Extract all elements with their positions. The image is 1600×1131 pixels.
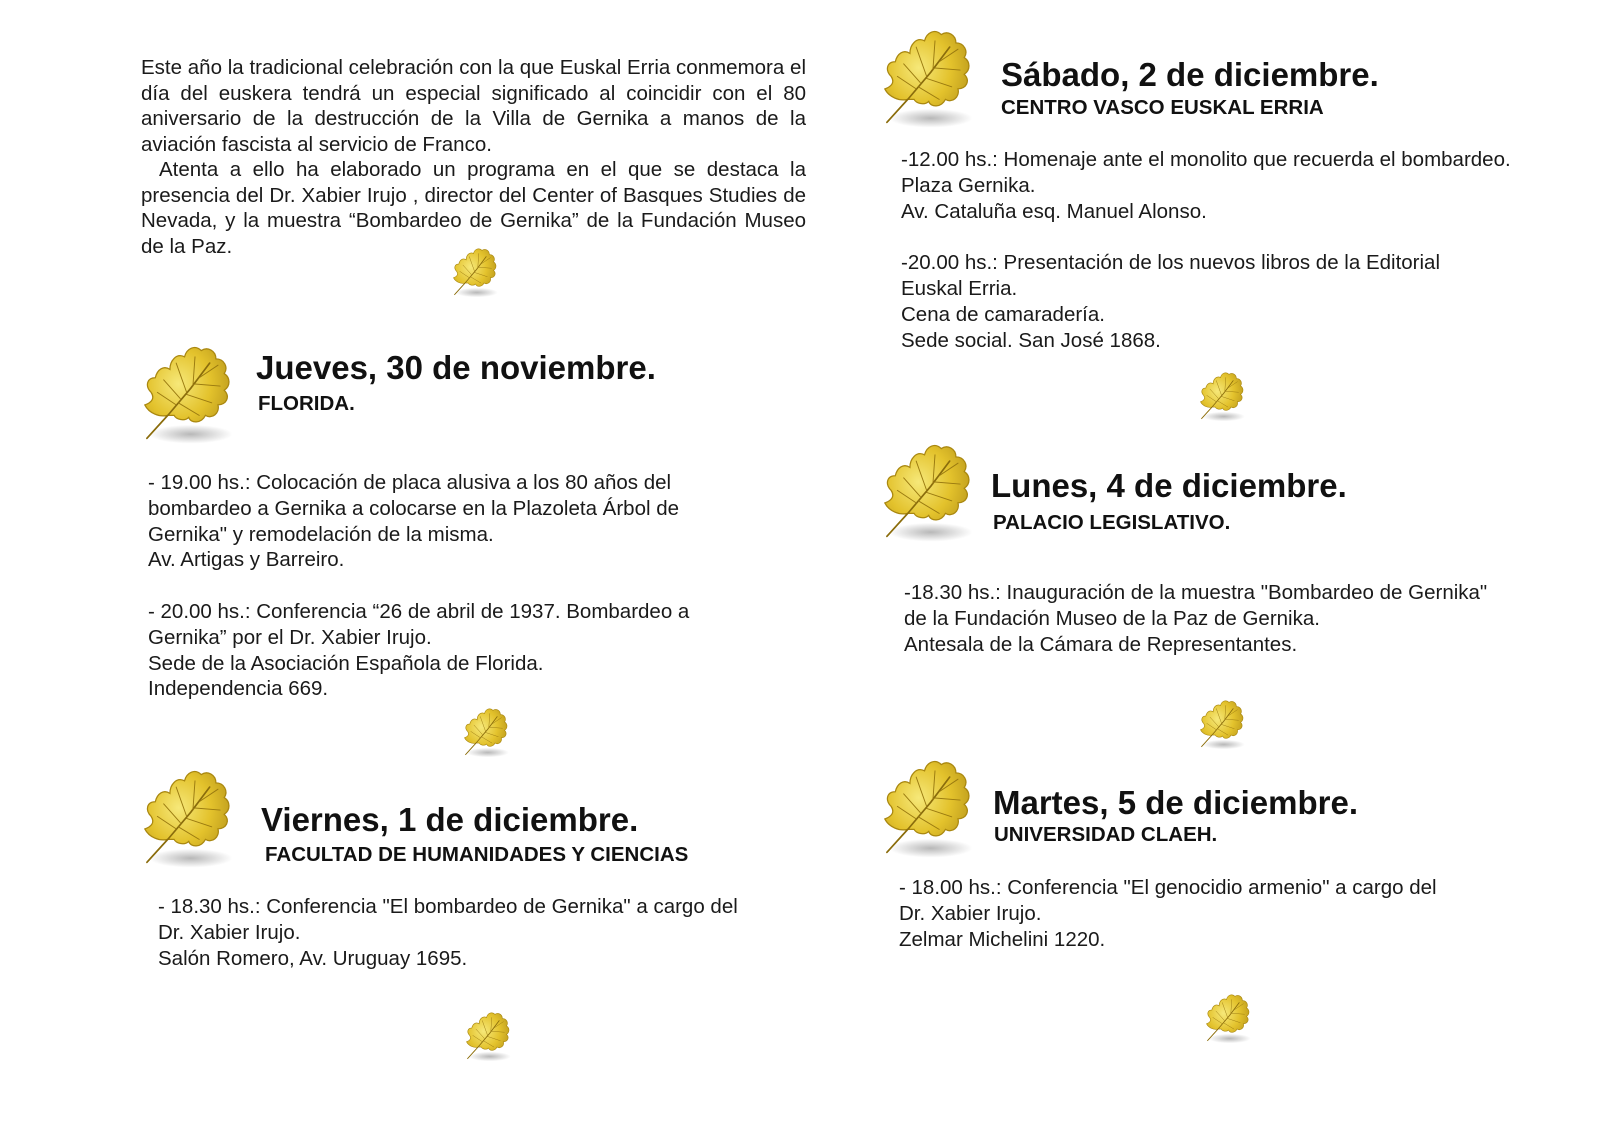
detail-line — [148, 573, 689, 599]
detail-line: Zelmar Michelini 1220. — [899, 927, 1106, 951]
oak-leaf-icon — [866, 22, 981, 137]
detail-line: Antesala de la Cámara de Representantes. — [904, 632, 1298, 656]
oak-leaf-icon — [1191, 368, 1249, 426]
day-title-sabado: Sábado, 2 de diciembre. — [1001, 56, 1379, 93]
detail-line: Dr. Xabier Irujo. — [899, 901, 1042, 925]
detail-line: Euskal Erria. — [901, 276, 1018, 300]
detail-line: Dr. Xabier Irujo. — [158, 920, 301, 944]
detail-line: Independencia 669. — [148, 677, 329, 701]
detail-line: Gernika" y remodelación de la misma. — [148, 522, 494, 546]
detail-line: bombardeo a Gernika a colocarse en la Plazoleta Árbol de — [148, 496, 680, 520]
oak-leaf-icon — [866, 752, 981, 867]
day-title-lunes: Lunes, 4 de diciembre. — [991, 467, 1347, 504]
detail-line — [901, 224, 1511, 250]
oak-leaf-icon — [457, 1008, 515, 1066]
event-details-sabado — [901, 147, 1511, 353]
detail-line: -20.00 hs.: Presentación de los nuevos libros de la Editorial — [901, 251, 1441, 275]
detail-line: Cena de camaradería. — [901, 302, 1105, 326]
detail-line: Av. Artigas y Barreiro. — [148, 548, 345, 572]
detail-line: Gernika” por el Dr. Xabier Irujo. — [148, 625, 432, 649]
venue-sabado: CENTRO VASCO EUSKAL ERRIA — [1001, 96, 1324, 119]
day-title-jueves: Jueves, 30 de noviembre. — [256, 349, 656, 386]
detail-line: - 20.00 hs.: Conferencia “26 de abril de 1937. Bombardeo a — [148, 599, 690, 623]
detail-line: Sede social. San José 1868. — [901, 328, 1161, 352]
detail-line: -12.00 hs.: Homenaje ante el monolito que recuerda el bombardeo. — [901, 148, 1511, 171]
intro-paragraph-2: Atenta a ello ha elaborado un programa en el que se destaca la presencia del Dr. Xabier Irujo , director del Center of Basques Studies de Nevada, y la muestra “Bombardeo de Gernika” de la Fundación Museo de la Paz. — [141, 158, 806, 258]
event-details-martes — [899, 875, 1437, 952]
oak-leaf-icon — [1197, 990, 1255, 1048]
venue-viernes: FACULTAD DE HUMANIDADES Y CIENCIAS — [265, 843, 689, 866]
day-title-martes: Martes, 5 de diciembre. — [993, 784, 1358, 821]
venue-martes: UNIVERSIDAD CLAEH. — [994, 823, 1218, 846]
oak-leaf-icon — [1191, 696, 1249, 754]
detail-line: - 19.00 hs.: Colocación de placa alusiva a los 80 años del — [148, 471, 672, 494]
detail-line: Salón Romero, Av. Uruguay 1695. — [158, 946, 468, 970]
oak-leaf-icon — [444, 244, 502, 302]
detail-line: Sede de la Asociación Española de Florida. — [148, 651, 544, 675]
oak-leaf-icon — [866, 436, 981, 551]
detail-line: de la Fundación Museo de la Paz de Gernika. — [904, 606, 1320, 630]
event-details-lunes — [904, 580, 1487, 657]
detail-line: Av. Cataluña esq. Manuel Alonso. — [901, 199, 1207, 223]
detail-line: - 18.00 hs.: Conferencia "El genocidio armenio" a cargo del — [899, 876, 1437, 899]
event-details-jueves — [148, 470, 689, 702]
detail-line: -18.30 hs.: Inauguración de la muestra "Bombardeo de Gernika" — [904, 581, 1488, 604]
oak-leaf-icon — [455, 704, 513, 762]
day-title-viernes: Viernes, 1 de diciembre. — [261, 801, 639, 838]
venue-lunes: PALACIO LEGISLATIVO. — [993, 511, 1231, 534]
oak-leaf-icon — [126, 762, 241, 877]
intro-text — [141, 55, 806, 259]
oak-leaf-icon — [126, 338, 241, 453]
event-details-viernes — [158, 894, 738, 971]
detail-line: Plaza Gernika. — [901, 173, 1036, 197]
intro-paragraph-1: Este año la tradicional celebración con la que Euskal Erria conmemora el día del euskera tendrá un especial significado al coincidir con el 80 aniversario de la destrucción de la Villa de Gernika a manos de la aviación fascista al servicio de Franco. — [141, 56, 806, 156]
venue-jueves: FLORIDA. — [258, 392, 355, 415]
detail-line: - 18.30 hs.: Conferencia "El bombardeo de Gernika" a cargo del — [158, 895, 738, 918]
